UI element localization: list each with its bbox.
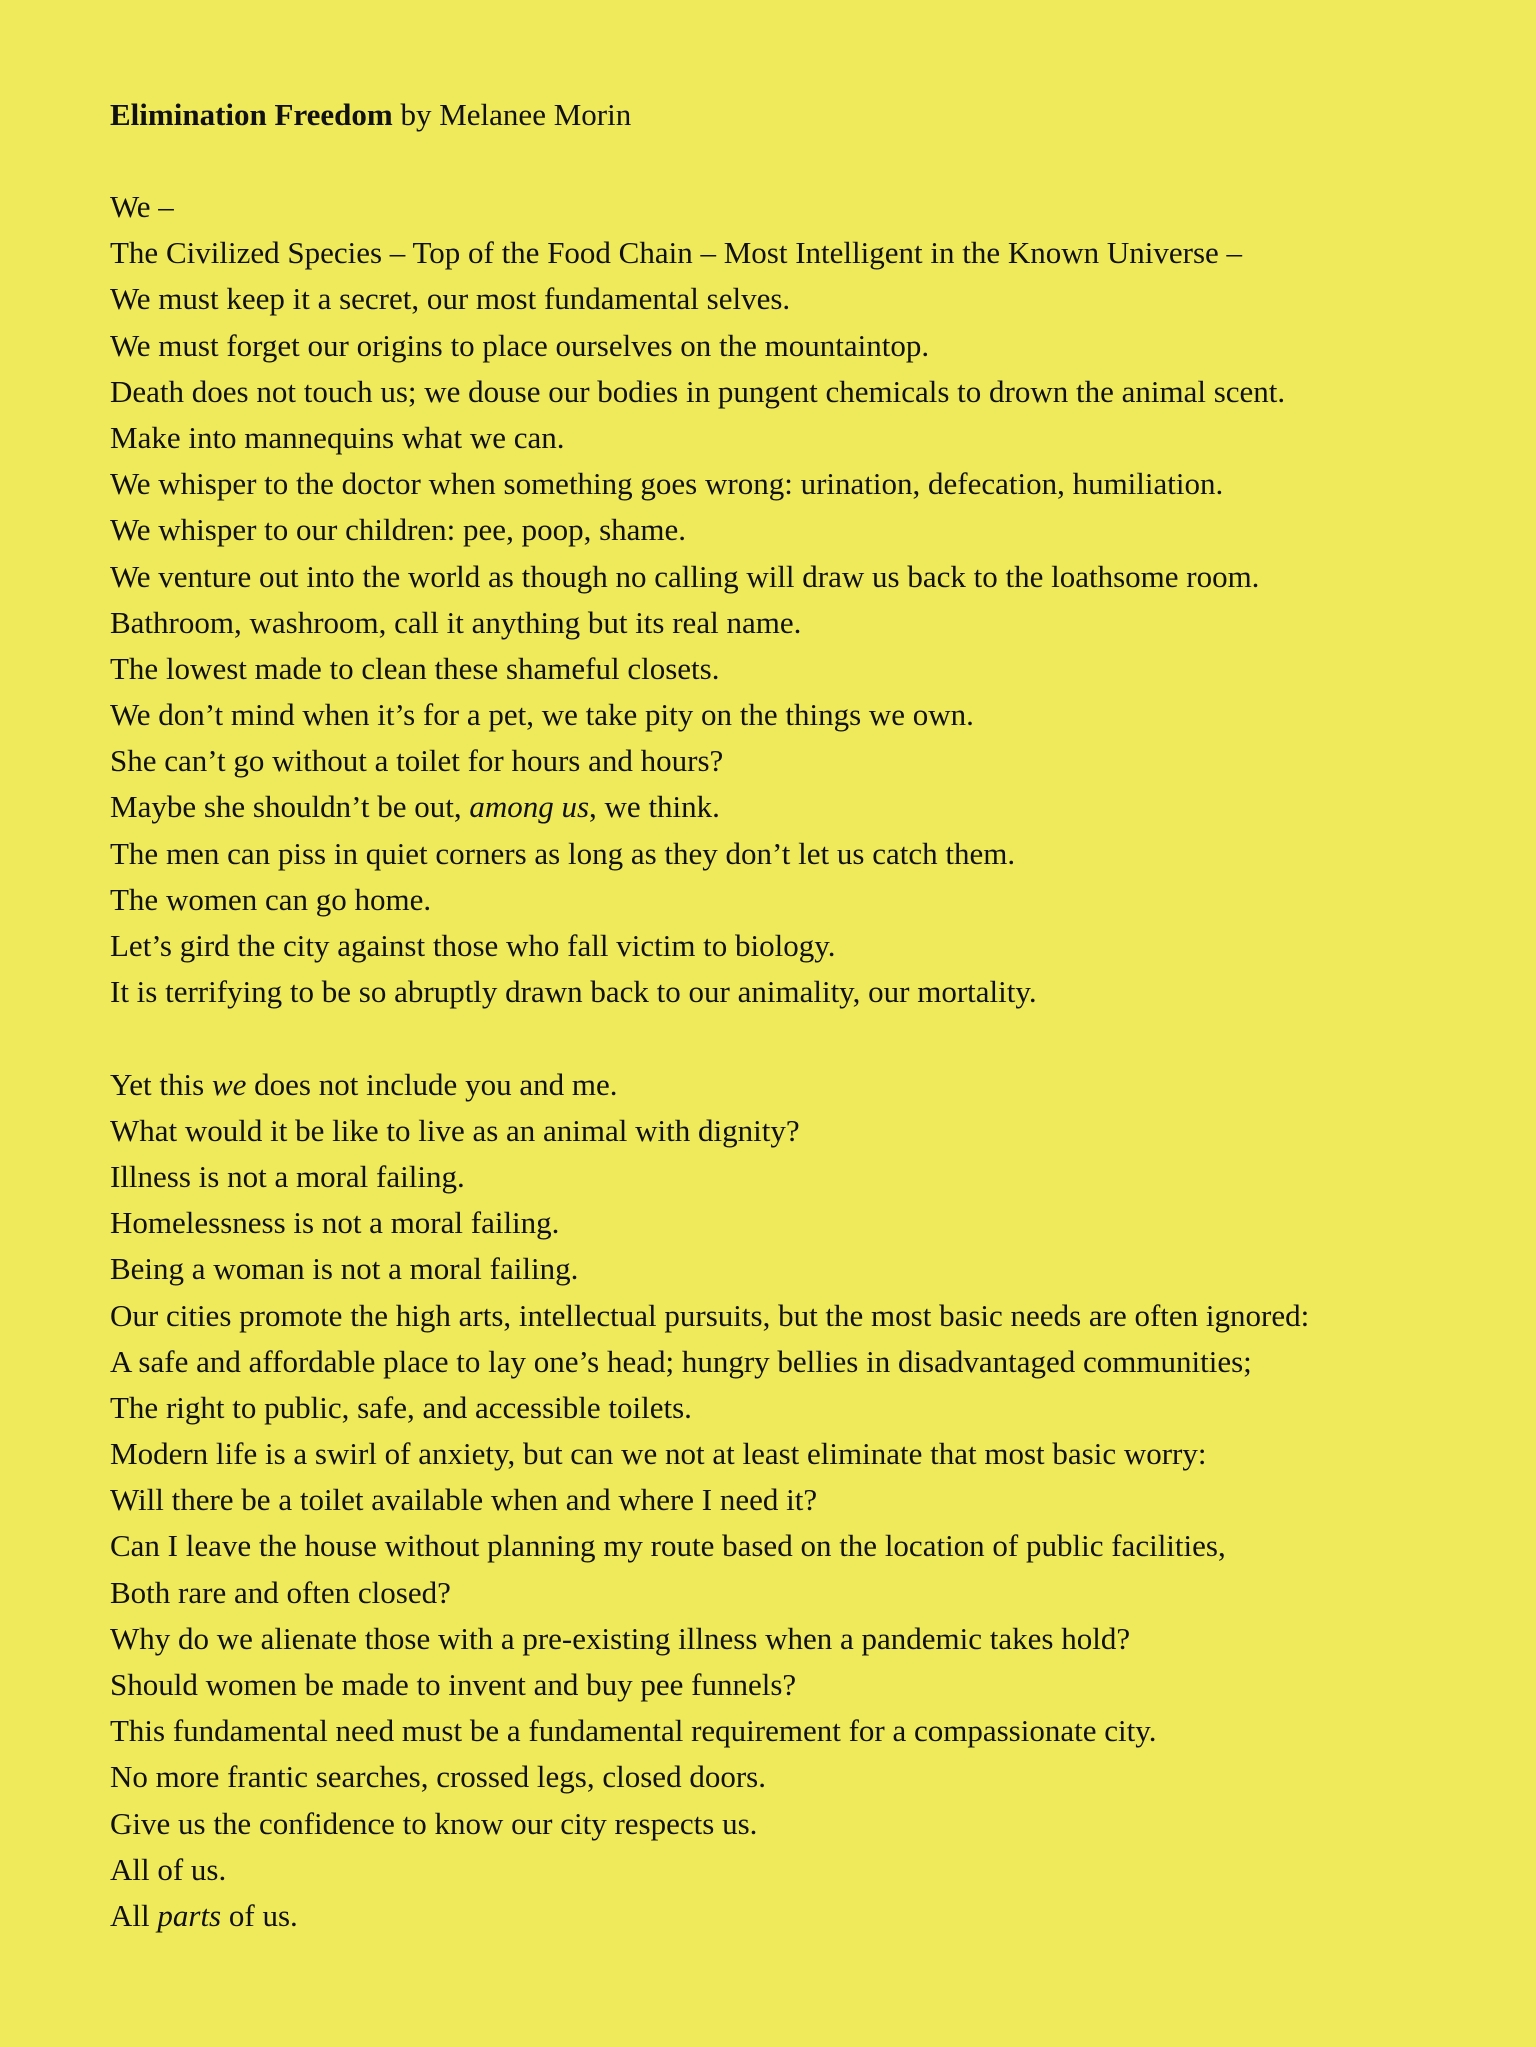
poem-line bbox=[110, 1893, 1536, 1939]
poem-line: We must forget our origins to place ourselves on the mountaintop. bbox=[110, 327, 930, 363]
poem-line: The right to public, safe, and accessible toilets. bbox=[110, 1389, 692, 1425]
poem-line: Can I leave the house without planning my route based on the location of public facilities, bbox=[110, 1528, 1226, 1564]
poem-line: A safe and affordable place to lay one’s head; hungry bellies in disadvantaged communities; bbox=[110, 1343, 1252, 1379]
poem-line bbox=[110, 1062, 1536, 1108]
poem-line: Will there be a toilet available when and where I need it? bbox=[110, 1482, 818, 1518]
poem-line: We whisper to our children: pee, poop, shame. bbox=[110, 512, 687, 548]
poem-line: We venture out into the world as though no calling will draw us back to the loathsome room. bbox=[110, 558, 1260, 594]
poem-line: Should women be made to invent and buy pee funnels? bbox=[110, 1667, 797, 1702]
stanza-1 bbox=[110, 184, 1536, 1015]
poem-line: Being a woman is not a moral failing. bbox=[110, 1251, 579, 1287]
poem-line: Give us the confidence to know our city respects us. bbox=[110, 1805, 758, 1841]
line-emphasis: we bbox=[211, 1066, 247, 1102]
poem-line: The women can go home. bbox=[110, 881, 432, 917]
poem-line: What would it be like to live as an animal with dignity? bbox=[110, 1112, 800, 1148]
poem-line: We – bbox=[110, 189, 174, 224]
poem-line: Make into mannequins what we can. bbox=[110, 419, 565, 455]
poem-line: Death does not touch us; we douse our bodies in pungent chemicals to drown the animal scent. bbox=[110, 373, 1286, 409]
line-text: Maybe she shouldn’t be out, bbox=[110, 789, 470, 825]
poem-line: Our cities promote the high arts, intellectual pursuits, but the most basic needs are often ignored: bbox=[110, 1297, 1310, 1333]
poem-line: We whisper to the doctor when something goes wrong: urination, defecation, humiliation. bbox=[110, 466, 1224, 502]
line-text: Yet this bbox=[110, 1066, 212, 1102]
poem-line: The Civilized Species – Top of the Food Chain – Most Intelligent in the Known Universe – bbox=[110, 235, 1243, 271]
poem-line: Homelessness is not a moral failing. bbox=[110, 1205, 560, 1241]
line-text: , we think. bbox=[589, 789, 720, 825]
line-text: All bbox=[110, 1897, 158, 1933]
poem-line: The men can piss in quiet corners as long as they don’t let us catch them. bbox=[110, 835, 1016, 871]
poem-line: Modern life is a swirl of anxiety, but can we not at least eliminate that most basic worry: bbox=[110, 1436, 1207, 1472]
poem-byline: by Melanee Morin bbox=[392, 97, 632, 132]
poem-line: We don’t mind when it’s for a pet, we take pity on the things we own. bbox=[110, 697, 974, 733]
poem-line: All of us. bbox=[110, 1851, 227, 1887]
poem-line: This fundamental need must be a fundamental requirement for a compassionate city. bbox=[110, 1713, 1157, 1749]
poem-line: Illness is not a moral failing. bbox=[110, 1158, 465, 1194]
poem-line: The lowest made to clean these shameful closets. bbox=[110, 650, 720, 686]
stanza-2 bbox=[110, 1062, 1536, 1940]
poem-title bbox=[110, 92, 1536, 138]
poem-line: Bathroom, washroom, call it anything but its real name. bbox=[110, 604, 802, 640]
poem-line: It is terrifying to be so abruptly drawn back to our animality, our mortality. bbox=[110, 974, 1037, 1010]
line-emphasis: parts bbox=[157, 1897, 222, 1933]
line-emphasis: among us bbox=[469, 789, 590, 825]
poem-line: No more frantic searches, crossed legs, closed doors. bbox=[110, 1759, 766, 1795]
poem-line: We must keep it a secret, our most fundamental selves. bbox=[110, 281, 791, 317]
line-text: does not include you and me. bbox=[246, 1066, 618, 1102]
poem-line: Why do we alienate those with a pre-existing illness when a pandemic takes hold? bbox=[110, 1620, 1131, 1656]
poem-line: Both rare and often closed? bbox=[110, 1574, 451, 1610]
poem-line: She can’t go without a toilet for hours and hours? bbox=[110, 743, 724, 779]
line-text: of us. bbox=[221, 1897, 298, 1933]
poem-line bbox=[110, 784, 1536, 830]
poem-line: Let’s gird the city against those who fall victim to biology. bbox=[110, 928, 836, 963]
poem-title-name: Elimination Freedom bbox=[110, 97, 393, 132]
